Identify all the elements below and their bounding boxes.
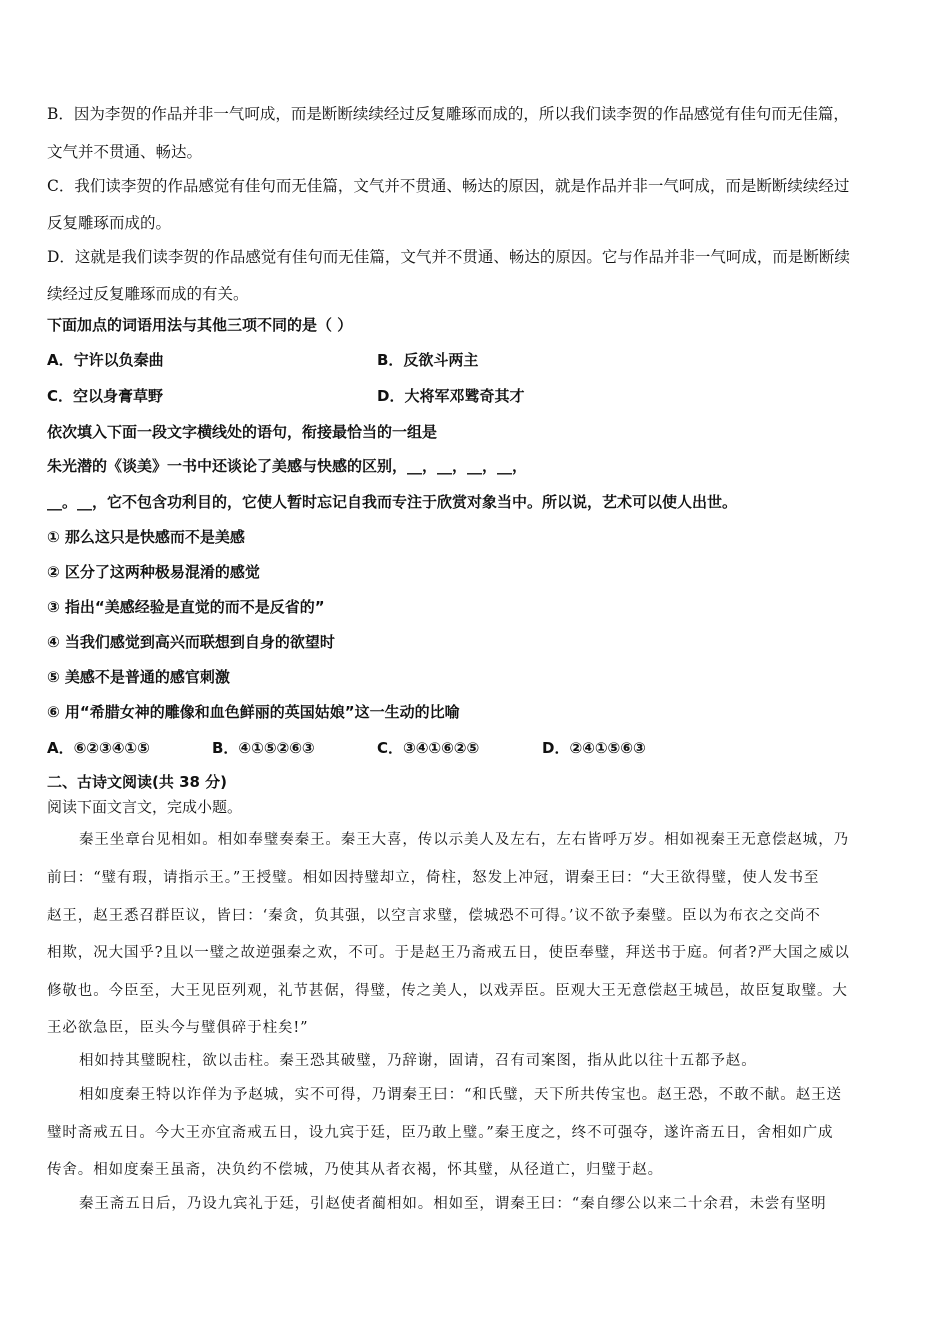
fill-option-d: D．②④①⑤⑥③ bbox=[542, 739, 646, 757]
option-b-line-2: 文气并不贯通、畅达。 bbox=[47, 143, 203, 161]
fill-option-c: C．③④①⑥②⑤ bbox=[377, 739, 480, 757]
passage-p1-line-5: 修敬也。今臣至，大王见臣列观，礼节甚倨，得璧，传之美人，以戏弄臣。臣观大王无意偿赵王城邑，故臣复取璧。大 bbox=[47, 983, 848, 999]
question-words-option-c: C．空以身膏草野 bbox=[47, 387, 164, 405]
section-2-intro: 阅读下面文言文，完成小题。 bbox=[47, 798, 243, 816]
fill-option-a: A．⑥②③④①⑤ bbox=[47, 739, 150, 757]
question-stem-fill: 依次填入下面一段文字横线处的语句，衔接最恰当的一组是 bbox=[47, 423, 438, 441]
passage-p1-line-6: 王必欲急臣，臣头今与璧俱碎于柱矣!” bbox=[47, 1020, 309, 1036]
passage-p1-line-1: 秦王坐章台见相如。相如奉璧奏秦王。秦王大喜，传以示美人及左右，左右皆呼万岁。相如视秦王无意偿赵城，乃 bbox=[79, 832, 849, 848]
passage-p2: 相如持其璧睨柱，欲以击柱。秦王恐其破璧，乃辞谢，固请，召有司案图，指从此以往十五都予赵。 bbox=[79, 1053, 757, 1069]
option-d-line-1: D．这就是我们读李贺的作品感觉有佳句而无佳篇，文气并不贯通、畅达的原因。它与作品并非一气呵成，而是断断续 bbox=[47, 248, 850, 266]
fill-option-b: B．④①⑤②⑥③ bbox=[212, 739, 315, 757]
question-stem-words: 下面加点的词语用法与其他三项不同的是（ ） bbox=[47, 316, 353, 334]
passage-p1-line-3: 赵王，赵王悉召群臣议，皆曰：‘秦贪，负其强，以空言求璧，偿城恐不可得。’议不欲予秦璧。臣以为布衣之交尚不 bbox=[47, 908, 821, 924]
fill-item-6: ⑥ 用“希腊女神的雕像和血色鲜丽的英国姑娘”这一生动的比喻 bbox=[47, 703, 460, 721]
option-b-line-1: B．因为李贺的作品并非一气呵成，而是断断续续经过反复雕琢而成的，所以我们读李贺的作品感觉有佳句而无佳篇， bbox=[47, 105, 849, 123]
passage-p1-line-2: 前曰：“璧有瑕，请指示王。”王授璧。相如因持璧却立，倚柱，怒发上冲冠，谓秦王曰：“大王欲得璧，使人发书至 bbox=[47, 870, 820, 886]
fill-item-1: ① 那么这只是快感而不是美感 bbox=[47, 528, 245, 546]
fill-item-4: ④ 当我们感觉到高兴而联想到自身的欲望时 bbox=[47, 633, 335, 651]
passage-p4: 秦王斋五日后，乃设九宾礼于廷，引赵使者蔺相如。相如至，谓秦王曰：“秦自缪公以来二十余君，未尝有坚明 bbox=[79, 1196, 827, 1212]
fill-item-2: ② 区分了这两种极易混淆的感觉 bbox=[47, 563, 260, 581]
fill-item-3: ③ 指出“美感经验是直觉的而不是反省的” bbox=[47, 598, 325, 616]
passage-p1-line-4: 相欺，况大国乎?且以一璧之故逆强秦之欢，不可。于是赵王乃斋戒五日，使臣奉璧，拜送书于庭。何者?严大国之威以 bbox=[47, 945, 850, 961]
option-c-line-1: C．我们读李贺的作品感觉有佳句而无佳篇，文气并不贯通、畅达的原因，就是作品并非一气呵成，而是断断续续经过 bbox=[47, 177, 850, 195]
question-words-option-b: B．反欲斗两主 bbox=[377, 351, 479, 369]
fill-text-line-1: 朱光潜的《谈美》一书中还谈论了美感与快感的区别，__，__，__，__， bbox=[47, 457, 528, 475]
fill-item-5: ⑤ 美感不是普通的感官刺激 bbox=[47, 668, 230, 686]
passage-p3-line-1: 相如度秦王特以诈佯为予赵城，实不可得，乃谓秦王曰：“和氏璧，天下所共传宝也。赵王恐，不敢不献。赵王送 bbox=[79, 1087, 842, 1103]
fill-text-line-2: __。__，它不包含功利目的，它使人暂时忘记自我而专注于欣赏对象当中。所以说，艺术可以使人出世。 bbox=[47, 493, 738, 511]
passage-p3-line-3: 传舍。相如度秦王虽斋，决负约不偿城，乃使其从者衣褐，怀其璧，从径道亡，归璧于赵。 bbox=[47, 1162, 663, 1178]
question-words-option-a: A．宁许以负秦曲 bbox=[47, 351, 164, 369]
option-c-line-2: 反复雕琢而成的。 bbox=[47, 214, 172, 232]
section-2-title: 二、古诗文阅读(共 38 分) bbox=[47, 773, 228, 791]
question-words-option-d: D．大将军邓骘奇其才 bbox=[377, 387, 525, 405]
passage-p3-line-2: 璧时斋戒五日。今大王亦宜斋戒五日，设九宾于廷，臣乃敢上璧。”秦王度之，终不可强夺，遂许斋五日，舍相如广成 bbox=[47, 1125, 834, 1141]
option-d-line-2: 续经过反复雕琢而成的有关。 bbox=[47, 285, 249, 303]
